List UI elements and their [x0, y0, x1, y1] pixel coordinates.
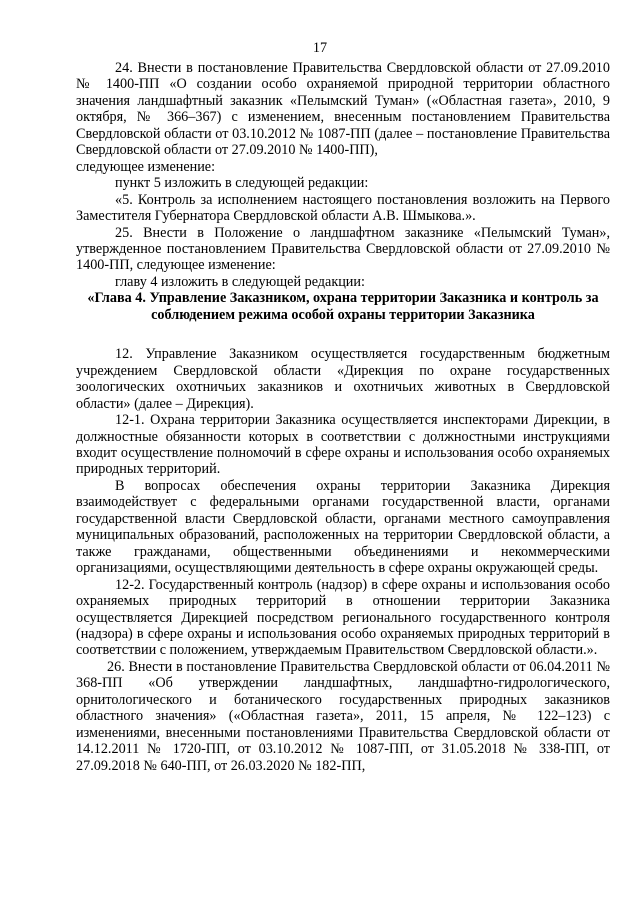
paragraph-26: 26. Внести в постановление Правительства Свердловской области от 06.04.2011 № 368-ПП «Об утверждении ландшафтных, ландшафтно-гидрологического, орнитологического и ботанического государственных природных заказников областного значения» («Областная газета», 2011, 15 апреля, № 122–123) с изменениями, внесенными постановлениями Правительства Свердловской области от 14.12.2011 № 1720-ПП, от 03.10.2012 № 1087-ПП, от 31.05.2018 № 338-ПП, от 27.09.2018 № 640-ПП, от 26.03.2020 № 182-ПП, — [76, 658, 610, 774]
chapter-4-heading: «Глава 4. Управление Заказником, охрана территории Заказника и контроль за соблюдением режима особой охраны территории Заказника — [87, 290, 599, 323]
spacer — [76, 323, 610, 346]
paragraph-25: 25. Внести в Положение о ландшафтном заказнике «Пелымский Туман», утвержденное постановлением Правительства Свердловской области от 27.09.2010 № 1400-ПП, следующее изменение: — [76, 224, 610, 274]
page-number: 17 — [312, 40, 328, 56]
paragraph-24-tail: следующее изменение: — [76, 158, 216, 175]
document-body — [76, 60, 610, 774]
paragraph-24-instruction: пункт 5 изложить в следующей редакции: — [115, 175, 369, 192]
paragraph-12: 12. Управление Заказником осуществляется государственным бюджетным учреждением Свердловской области «Дирекция по охране государственных зоологических охотничьих заказников и охотничьих животных в Свердловской области» (далее – Дирекция). — [76, 346, 610, 412]
paragraph-12-1-continued: В вопросах обеспечения охраны территории Заказника Дирекция взаимодействует с федеральными органами государственной власти, органами государственной власти Свердловской области, органами местного самоуправления муниципальных образований, расположенных на территории Свердловской области, а также гражданами, общественными объединениями и некоммерческими организациями, осуществляющими деятельность в сфере охраны окружающей среды. — [76, 477, 610, 577]
paragraph-25-instruction: главу 4 изложить в следующей редакции: — [115, 273, 365, 290]
paragraph-12-2: 12-2. Государственный контроль (надзор) в сфере охраны и использования особо охраняемых природных территорий в отношении территории Заказника осуществляется Дирекцией посредством регионального государственного контроля (надзора) в сфере охраны и использования особо охраняемых природных территорий в соответствии с положением, утверждаемым Правительством Свердловской области.». — [76, 576, 610, 659]
paragraph-24: 24. Внести в постановление Правительства Свердловской области от 27.09.2010 № 1400-ПП «О создании особо охраняемой природной территории областного значения ландшафтный заказник «Пелымский Туман» («Областная газета», 2010, 9 октября, № 366–367) с изменением, внесенным постановлением Правительства Свердловской области от 03.10.2012 № 1087-ПП (далее – постановление Правительства Свердловской области от 27.09.2010 № 1400-ПП), — [76, 60, 610, 159]
paragraph-12-1: 12-1. Охрана территории Заказника осуществляется инспекторами Дирекции, в должностные обязанности которых в соответствии с должностными инструкциями входит осуществление полномочий в сфере охраны и использования особо охраняемых природных территорий. — [76, 412, 610, 478]
paragraph-24-quote: «5. Контроль за исполнением настоящего постановления возложить на Первого Заместителя Губернатора Свердловской области А.В. Шмыкова.». — [76, 191, 610, 225]
